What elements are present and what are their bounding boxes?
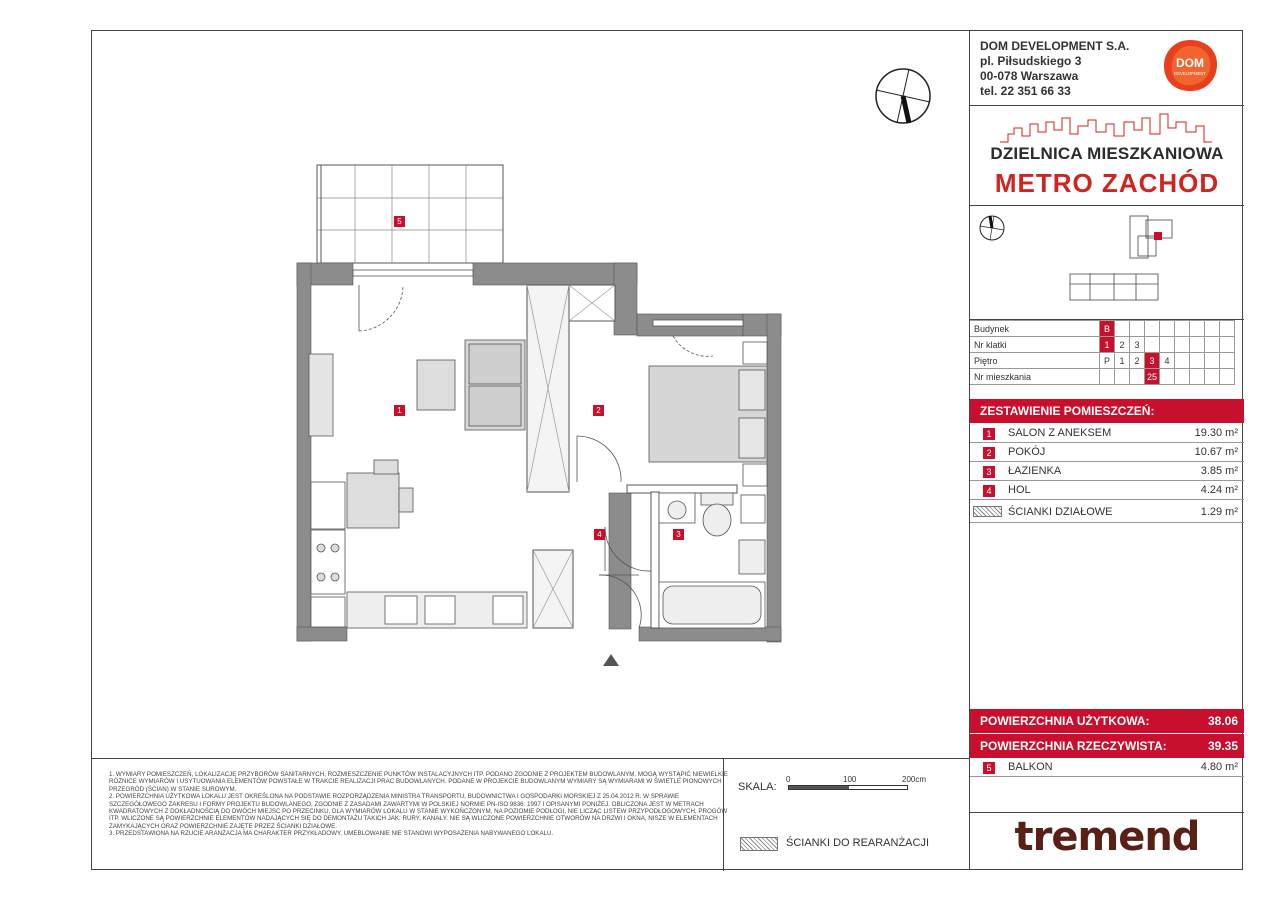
company-header xyxy=(970,30,1244,106)
room-number: 4 xyxy=(983,485,995,497)
room-row xyxy=(970,462,1244,481)
partitions-area: 1.29 m² xyxy=(1200,506,1238,518)
room-area: 4.24 m² xyxy=(1200,484,1238,496)
rearrangement-hatch-icon xyxy=(740,837,778,851)
floor-value-2: 2 xyxy=(1130,353,1145,369)
legal-notes xyxy=(109,771,729,838)
room-number: 2 xyxy=(983,447,995,459)
balcony-area: 4.80 m² xyxy=(1200,761,1238,773)
room-area: 3.85 m² xyxy=(1200,465,1238,477)
company-address-line1: pl. Piłsudskiego 3 xyxy=(980,54,1082,68)
room-name: POKÓJ xyxy=(1008,446,1046,458)
floor-value-4: 4 xyxy=(1160,353,1175,369)
scale-tick-200: 200cm xyxy=(902,775,927,784)
room-area: 10.67 m² xyxy=(1194,446,1238,458)
company-address-line2: 00-078 Warszawa xyxy=(980,69,1079,83)
scale-box xyxy=(723,759,969,871)
rooms-header: ZESTAWIENIE POMIESZCZEŃ: xyxy=(970,399,1244,423)
room-number: 3 xyxy=(983,466,995,478)
floor-plan xyxy=(91,30,969,758)
note-1: 1. WYMIARY POMIESZCZEŃ, LOKALIZACJĘ PRZYBORÓW SANITARNYCH, ROZMIESZCZENIE PUNKTÓW INSTALACYJNYCH ITP. PODANO ZGODNIE Z PROJEKTEM BUDOWLANYM. MOGĄ WYSTĄPIĆ NIEWIELKIE RÓŻNICE WYMIARÓW I USYTUOWANIA ELEMENTÓW POWSTAŁE W TRAKCIE REALIZACJI PRAC BUDOWLANYCH. PODANE W PROJEKCIE BUDOWLANYM WYMIARY SĄ WYMIARAMI W ŚWIETLE PIONOWYCH PRZEGRÓD (ŚCIAN) W STANIE SUROWYM. xyxy=(109,771,728,793)
room-tag-4: 4 xyxy=(594,529,605,540)
floor-value-p: P xyxy=(1100,353,1115,369)
keymap-drawing xyxy=(970,206,1244,320)
room-name: SALON Z ANEKSEM xyxy=(1008,427,1112,439)
scale-tick-0: 0 xyxy=(786,775,791,784)
room-name: ŁAZIENKA xyxy=(1008,465,1062,477)
actual-area-label: POWIERZCHNIA RZECZYWISTA: xyxy=(980,739,1167,753)
balcony-name: BALKON xyxy=(1008,761,1053,773)
balcony-row xyxy=(970,758,1244,777)
staircase-label: Nr klatki xyxy=(970,337,1100,353)
room-name: HOL xyxy=(1008,484,1031,496)
building-value: B xyxy=(1100,321,1115,337)
floor-value-3: 3 xyxy=(1145,353,1160,369)
apartment-value: 25 xyxy=(1145,369,1160,385)
apartment-label: Nr mieszkania xyxy=(970,369,1100,385)
room-area: 19.30 m² xyxy=(1194,427,1238,439)
floor-label: Piętro xyxy=(970,353,1100,369)
actual-area-row xyxy=(970,734,1244,758)
room-row xyxy=(970,481,1244,500)
balcony-number: 5 xyxy=(983,762,995,774)
partitions-name: ŚCIANKI DZIAŁOWE xyxy=(1008,506,1113,518)
scale-tick-100: 100 xyxy=(843,775,857,784)
dom-development-logo xyxy=(1160,38,1220,94)
partitions-row xyxy=(970,501,1244,523)
rearrangement-legend: ŚCIANKI DO REARANŻACJI xyxy=(786,837,930,849)
room-tag-5: 5 xyxy=(394,216,405,227)
tremend-logo: tremend xyxy=(1014,814,1200,860)
staircase-value-3: 3 xyxy=(1130,337,1145,353)
room-tag-2: 2 xyxy=(593,405,604,416)
room-tag-3: 3 xyxy=(673,529,684,540)
notes-strip xyxy=(91,758,969,870)
note-2: 2. POWIERZCHNIA UŻYTKOWA LOKALU JEST OKREŚLONA NA PODSTAWIE ROZPORZĄDZENIA MINISTRA TRANSPORTU, BUDOWNICTWA I GOSPODARKI MORSKIEJ Z 25.04.2012 R. W SPRAWIE SZCZEGÓŁOWEGO ZAKRESU I FORMY PROJEKTU BUDOWLANEGO, ZGODNIE Z ZASADAMI ZAWARTYMI W POLSKIEJ NORMIE PN-ISO 9836: 1997 I OPISANYMI PONIŻEJ. OBLICZONA JEST W METRACH KWADRATOWYCH Z DOKŁADNOŚCIĄ DO DWÓCH MIEJSC PO PRZECINKU, DLA WYMIARÓW LOKALU W STANIE WYKOŃCZONYM, NA POZIOMIE PODŁOGI, NIE LICZĄC LISTEW PRZYPODŁOGOWYCH, PROGÓW ITP. WLICZONE SĄ POWIERZCHNIE ELEMENTÓW NADAJĄCYCH SIĘ DO DEMONTAŻU TAKICH JAK: RURY, KANAŁY. NIE SĄ WLICZONE POWIERZCHNIE OTWORÓW NA DRZWI I OKNA, NISZE W ELEMENTACH ZAMYKAJĄCYCH ORAZ POWIERZCHNIE ZAJĘTE PRZEZ ŚCIANKI DZIAŁOWE. xyxy=(109,793,728,830)
company-name: DOM DEVELOPMENT S.A. xyxy=(980,39,1130,53)
usable-area-row xyxy=(970,709,1244,733)
site-keymap xyxy=(970,206,1244,320)
floor-value-1: 1 xyxy=(1115,353,1130,369)
room-row xyxy=(970,424,1244,443)
staircase-value-2: 2 xyxy=(1115,337,1130,353)
partition-hatch-icon xyxy=(973,506,1002,517)
svg-text:DOM: DOM xyxy=(1176,56,1204,70)
usable-area-value: 38.06 xyxy=(1207,714,1238,728)
mini-compass-icon xyxy=(980,216,1004,240)
scale-label: SKALA: xyxy=(738,781,777,793)
project-brand xyxy=(970,106,1244,206)
entrance-arrow-icon xyxy=(603,654,619,666)
usable-area-label: POWIERZCHNIA UŻYTKOWA: xyxy=(980,714,1150,728)
project-line1: DZIELNICA MIESZKANIOWA xyxy=(990,144,1224,163)
room-tag-1: 1 xyxy=(394,405,405,416)
note-3: 3. PRZEDSTAWIONA NA RZUCIE ARANŻACJA MA CHARAKTER PRZYKŁADOWY, UMEBLOWANIE NIE STANOWI WYPOSAŻENIA NABYWANEGO LOKALU. xyxy=(109,830,554,838)
actual-area-value: 39.35 xyxy=(1207,739,1238,753)
svg-text:DEVELOPMENT: DEVELOPMENT xyxy=(1174,71,1206,76)
room-number: 1 xyxy=(983,428,995,440)
scale-bar xyxy=(788,785,908,790)
info-panel xyxy=(969,30,1243,870)
specs-table xyxy=(970,320,1244,385)
balcony-area xyxy=(317,165,503,263)
project-line2: METRO ZACHÓD xyxy=(994,168,1220,198)
skyline-icon xyxy=(1000,112,1212,146)
building-label: Budynek xyxy=(970,321,1100,337)
floor-plan-drawing xyxy=(91,30,969,758)
staircase-value-1: 1 xyxy=(1100,337,1115,353)
company-phone: tel. 22 351 66 33 xyxy=(980,84,1071,98)
room-row xyxy=(970,443,1244,462)
compass-icon xyxy=(876,69,930,123)
divider xyxy=(970,812,1244,813)
